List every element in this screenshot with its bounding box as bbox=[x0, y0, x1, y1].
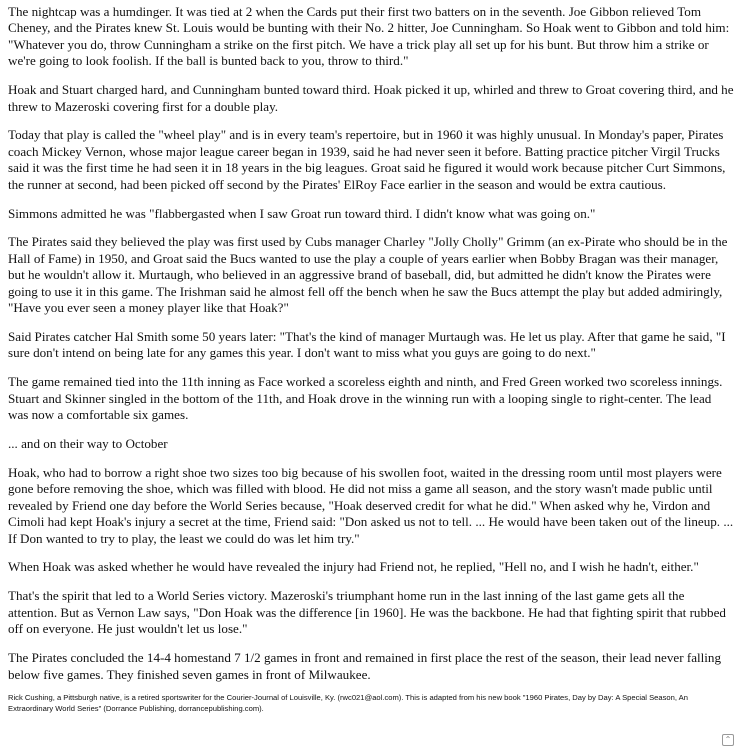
page-corner-icon: ⌃ bbox=[722, 734, 734, 746]
paragraph-play-origin: The Pirates said they believed the play was first used by Cubs manager Charley "Jolly Cholly" Grimm (an ex-Pirate who should be in the Hall of Fame) in 1950, and Groat said the Bucs wanted to use the play a couple of years earlier when Bobby Bragan was their manager, but he wouldn't allow it. Murtaugh, who believed in an aggressive brand of baseball, did, but admitted he didn't know the Pirates were going to use it in this game. The Irishman said he almost fell off the bench when he saw the Bucs attempt the play but added admiringly, "Have you ever seen a money player like that Hoak?" bbox=[8, 234, 728, 316]
paragraph-extra-innings: The game remained tied into the 11th inning as Face worked a scoreless eighth and ninth, and Fred Green worked two scoreless innings. Stuart and Skinner singled in the bottom of the 11th, and Hoak drove in the winning run with a looping single to right-center. The lead was now a comfortable six games. bbox=[8, 374, 723, 423]
author-credit: Rick Cushing, a Pittsburgh native, is a retired sportswriter for the Courier-Journal of Louisville, Ky. (rwc021@aol.com). This is adapted from his new book "1960 Pirates, Day by Day: A Special Season, An Extraordinary World Series" (Dorrance Publishing, dorrancepublishing.com). bbox=[8, 693, 688, 713]
section-subhead: ... and on their way to October bbox=[8, 436, 168, 452]
paragraph-hoak-injury: Hoak, who had to borrow a right shoe two sizes too big because of his swollen foot, waited in the dressing room until most players were gone before removing the shoe, which was filled with blood. He did not miss a game all season, and the story wasn't made public until revealed by Friend one day before the World Series because, "Hoak deserved credit for what he did." When asked why he, Virdon and Cimoli had kept Hoak's injury a secret at the time, Friend said: "Don asked us not to tell. ... He would have been taken out of the lineup. ... If Don wanted to try to play, the least we could do was let him try." bbox=[8, 464, 734, 546]
paragraph-double-play: Hoak and Stuart charged hard, and Cunningham bunted toward third. Hoak picked it up, whirled and threw to Groat covering third, and he threw to Mazeroski covering first for a double play. bbox=[8, 82, 734, 114]
paragraph-wheel-play: Today that play is called the "wheel play" and is in every team's repertoire, but in 1960 it was highly unusual. In Monday's paper, Pirates coach Mickey Vernon, whose major league career began in 1939, said he had never seen it before. Batting practice pitcher Virgil Trucks said it was the first time he had seen it in 18 years in the big leagues. Groat said he figured it would work because pitcher Curt Simmons, the runner at second, had been picked off second by the Pirates' ElRoy Face earlier in the season and would be extra cautious. bbox=[8, 127, 726, 192]
paragraph-nightcap: The nightcap was a humdinger. It was tied at 2 when the Cards put their first two batters on in the seventh. Joe Gibbon relieved Tom Cheney, and the Pirates knew St. Louis would be bunting with their No. 2 hitter, Joe Cunningham. So Hoak went to Gibbon and told him: "Whatever you do, throw Cunningham a strike on the first pitch. We have a trick play all set up for his bunt. But throw him a strike or we're going to look foolish. If the ball is bunted back to you, throw to third." bbox=[8, 4, 730, 69]
paragraph-homestand-conclusion: The Pirates concluded the 14-4 homestand 7 1/2 games in front and remained in first place the rest of the season, their lead never falling below five games. They finished seven games in front of Milwaukee. bbox=[8, 650, 722, 682]
paragraph-simmons-quote: Simmons admitted he was "flabbergasted when I saw Groat run toward third. I didn't know what was going on." bbox=[8, 205, 596, 221]
paragraph-world-series-spirit: That's the spirit that led to a World Series victory. Mazeroski's triumphant home run in the last inning of the last game gets all the attention. But as Vernon Law says, "Don Hoak was the difference [in 1960]. He was the backbone. He had that fighting spirit that rubbed off on everyone. He just wouldn't let us lose." bbox=[8, 588, 726, 637]
paragraph-hal-smith-quote: Said Pirates catcher Hal Smith some 50 years later: "That's the kind of manager Murtaugh was. He let us play. After that game he said, "I sure don't intend on being late for any games this year. I don't want to miss what you guys are going to do next." bbox=[8, 329, 726, 361]
paragraph-hoak-reply: When Hoak was asked whether he would have revealed the injury had Friend not, he replied, "Hell no, and I wish he hadn't, either." bbox=[8, 559, 699, 575]
